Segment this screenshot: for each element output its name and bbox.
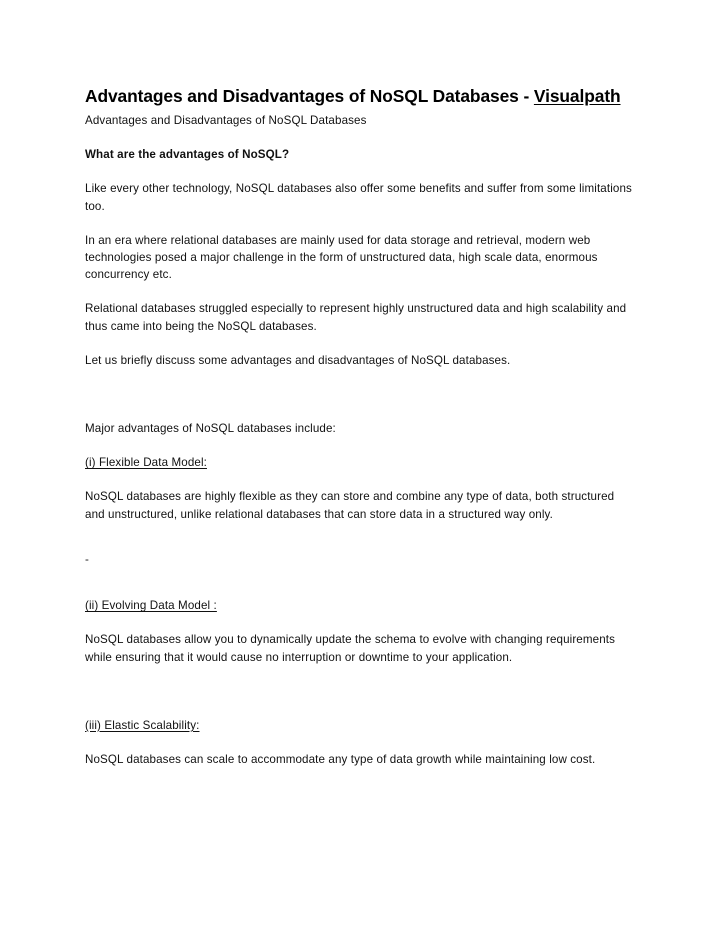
heading-evolving-data-model: (ii) Evolving Data Model : [85,599,217,613]
spacer [85,471,637,488]
spacer [85,283,637,300]
page-title-brand[interactable]: Visualpath [533,86,621,106]
paragraph-intro: Like every other technology, NoSQL databases also offer some benefits and suffer from some limitations too. [85,182,632,213]
spacer [85,163,637,180]
spacer [85,523,637,540]
heading-elastic-scalability: (iii) Elastic Scalability: [85,718,200,732]
spacer [85,614,637,631]
paragraph-major-advantages-intro: Major advantages of NoSQL databases include: [85,422,336,436]
paragraph-struggle: Relational databases struggled especially to represent highly unstructured data and high scalability and thus came into being the NoSQL databases. [85,302,627,333]
paragraph-era: In an era where relational databases are mainly used for data storage and retrieval, modern web technologies posed a major challenge in the form of unstructured data, high scale data, enormous concurrency etc. [85,233,598,282]
page-title [85,85,637,107]
heading-elastic-scalability-wrap [85,717,637,734]
paragraph-elastic-scalability: NoSQL databases can scale to accommodate any type of data growth while maintaining low cost. [85,753,596,767]
spacer [85,734,637,751]
paragraph-evolving-data-model: NoSQL databases allow you to dynamically update the schema to evolve with changing requirements while ensuring that it would cause no interruption or downtime to your application. [85,633,616,664]
section-heading-question: What are the advantages of NoSQL? [85,148,290,162]
spacer [85,437,637,454]
paragraph-briefly: Let us briefly discuss some advantages and disadvantages of NoSQL databases. [85,353,511,367]
spacer-large [85,666,637,717]
document-content [85,85,637,768]
spacer [85,215,637,232]
spacer [85,335,637,352]
document-subtitle: Advantages and Disadvantages of NoSQL Databases [85,114,367,127]
heading-evolving-data-model-wrap [85,597,637,614]
heading-flexible-data-model: (i) Flexible Data Model: [85,456,207,470]
spacer [85,580,637,597]
paragraph-flexible-data-model: NoSQL databases are highly flexible as they can store and combine any type of data, both structured and unstructured, unlike relational databases that can store data in a structured way only. [85,490,615,521]
page-title-line1: Advantages and Disadvantages of NoSQL Databases - [85,86,530,106]
heading-flexible-data-model-wrap [85,454,637,471]
spacer-large [85,369,637,420]
spacer [85,129,637,146]
separator-dash: - [85,553,89,567]
